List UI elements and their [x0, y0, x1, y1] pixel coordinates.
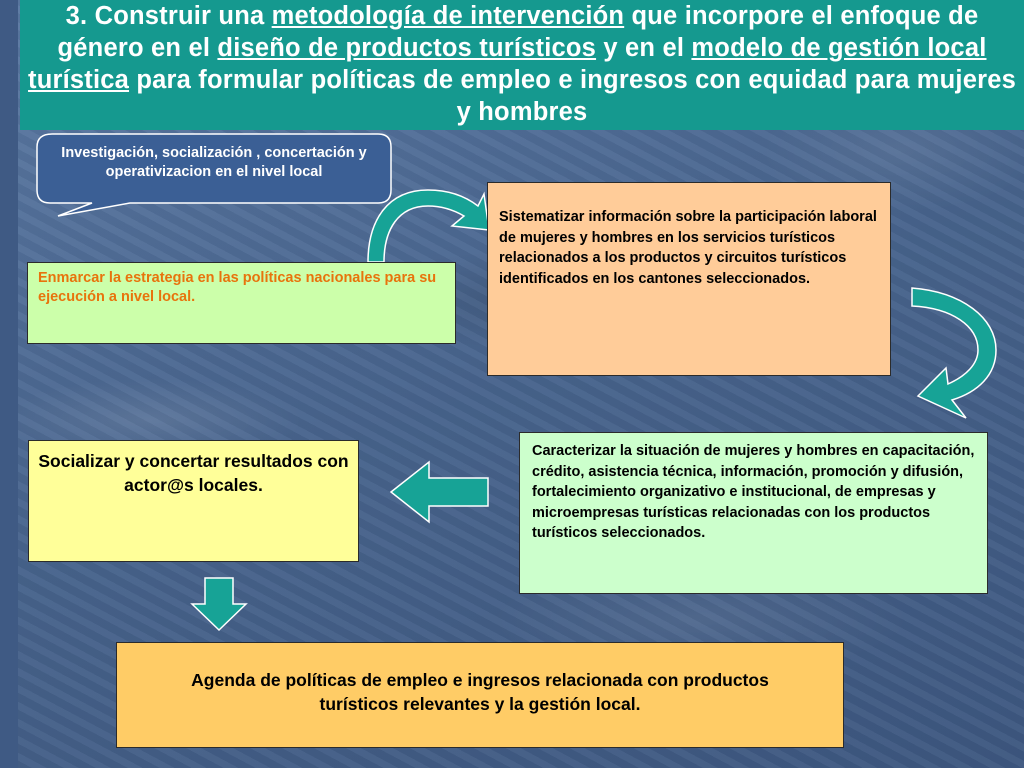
caracterizar-box: Caracterizar la situación de mujeres y hombres en capacitación, crédito, asistencia técnica, información, promoción y difusión, fortalecimiento organizativo e institucional, de empresas y microempresas turísticas relacionadas con los productos turísticos seleccionados. — [519, 432, 988, 594]
agenda-box: Agenda de políticas de empleo e ingresos relacionada con productos turísticos relevantes y la gestión local. — [116, 642, 844, 748]
title-part-4: para formular políticas de empleo e ingresos con equidad para mujeres y hombres — [129, 66, 1016, 126]
title-part-3: y en el — [596, 34, 692, 62]
enmarcar-box: Enmarcar la estrategia en las políticas nacionales para su ejecución a nivel local. — [27, 262, 456, 344]
title-underlined-diseno: diseño de productos turísticos — [217, 34, 597, 62]
socializar-box: Socializar y concertar resultados con actor@s locales. — [28, 440, 359, 562]
title-part-1: 3. Construir una — [65, 2, 272, 30]
curved-arrow-right — [912, 288, 996, 418]
title-underlined-modelo: modelo de gestión local turística — [28, 34, 987, 94]
arrow-down — [192, 578, 246, 630]
callout-label: Investigación, socialización , concertación y operativizacion en el nivel local — [61, 145, 367, 180]
title-underlined-metodologia: metodología de intervención — [271, 2, 625, 30]
arrow-left — [391, 462, 488, 522]
sistematizar-box: Sistematizar información sobre la participación laboral de mujeres y hombres en los servicios turísticos relacionados a los productos y circuitos turísticos identificados en los cantones seleccionados. — [487, 182, 891, 376]
title-part-2: que incorpore el enfoque de género en el — [57, 2, 979, 62]
